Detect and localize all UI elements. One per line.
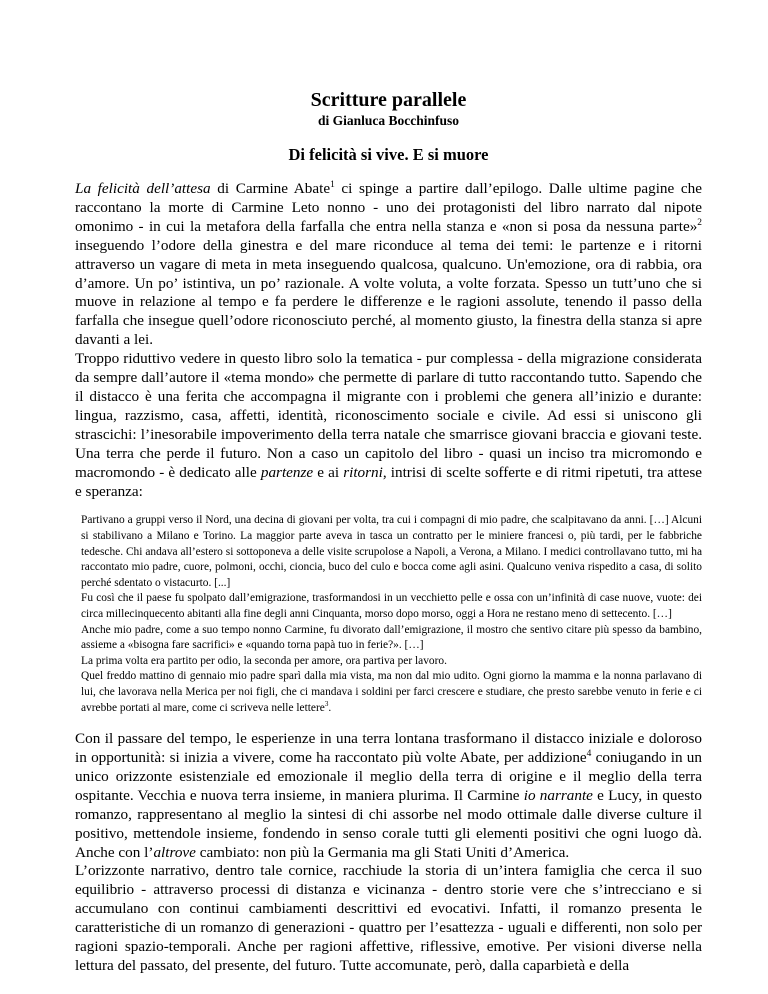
footnote-ref-4[interactable]: 4: [586, 748, 592, 759]
quote-paragraph: Quel freddo mattino di gennaio mio padre sparì dalla mia vista, ma non dal mio udito. Ogni giorno la mamma e la nonna parlavano di lui, che lavorava nella Merica per noi figli, che ci mandava i soldini per farci crescere e studiare, che presto sarebbe venuto in ferie e ci avrebbe portati al mare, come ci scriveva nelle lettere$^3$.: [81, 670, 702, 714]
document-page: [75, 88, 702, 976]
article-subtitle: Di felicità si vive. E si muore: [288, 145, 489, 164]
block-quote: [81, 513, 702, 716]
quote-paragraph: La prima volta era partito per odio, la seconda per amore, ora partiva per lavoro.: [81, 654, 447, 667]
quote-paragraph: Anche mio padre, come a suo tempo nonno Carmine, fu divorato dall’emigrazione, il mostro che sentivo citare più spesso da bambino, assieme a «bisogna fare sacrifici» e «quando torna papà tuo in ferie?». […]: [81, 623, 702, 652]
author-line: di Gianluca Bocchinfuso: [317, 113, 460, 128]
quote-paragraph: Fu così che il paese fu spolpato dall’emigrazione, trasformandosi in un vecchietto pelle e ossa con un’infinità di case nuove, vuote: dei circa millecinquecento abitanti alla fine degli anni Cinquanta, morso dopo morso, oggi a Hora ne restano meno di settecento. […]: [81, 592, 702, 620]
quote-paragraph: Partivano a gruppi verso il Nord, una decina di giovani per volta, tra cui i compagni di mio padre, che scalpitavano da anni. […] Alcuni si stabilivano a Milano e Torino. La maggior parte aveva in tasca un contratto per le miniere francesi o, più tardi, per le fabbriche tedesche. Chi andava all’estero si sottoponeva a delle visite scrupolose a Napoli, a Verona, a Milano. I medici controllavano tutto, mi ha raccontato mio padre, cuore, polmoni, occhi, cioncia, buco del culo e bocca come agli asini. Qualcuno veniva rispedito a casa, di solito perché sdentato o vistacurto. [...]: [81, 514, 702, 589]
paragraph-narrative: L’orizzonte narrativo, dentro tale cornice, racchiude la storia di un’intera famiglia che cerca il suo equilibrio - attraverso processi di distanza e vicinanza - dentro storie vere che s’intrecciano e si accumulano con continui cambiamenti descrittivi ed evocativi. Infatti, il romanzo presenta le caratteristiche di un romanzo di generazioni - quattro per l’esattezza - uguali e differenti, non solo per ragioni spazio-temporali. Anche per ragioni affettive, riflessive, emotive. Per visioni diverse nella lettura del passato, del presente, del futuro. Tutte accomunate, però, dalla caparbietà e della: [75, 862, 702, 974]
paragraph-intro: La felicità dell’attesa di Carmine Abate$^1$ ci spinge a partire dall’epilogo. Dalle ultime pagine che raccontano la morte di Carmine Leto nonno - uno dei protagonisti del libro narrato dal nipote omonimo - in cui la metafora della farfalla che entra nella stanza e «non si posa da nessuna parte»$^2$ inseguendo l’odore della ginestra e del mare riconduce al tema dei temi: le partenze e i ritorni attraverso un vagare di meta in meta inseguendo qualcosa, qualcuno. Un'emozione, ora di rabbia, ora d’amore. Un po’ istintiva, un po’ razionale. A volte voluta, a volte forzata. Spesso un tutt’uno che si muove in relazione al tempo e fa perdere le differenze e le ragioni assolute, tenendo il passo della farfalla che insegue quell’odore riconosciuto perché, al momento giusto, la finestra della stanza si apre davanti a lei.: [75, 179, 702, 349]
footnote-ref-3[interactable]: 3: [324, 699, 329, 708]
footnote-ref-2[interactable]: 2: [697, 217, 702, 228]
paragraph-migration: Troppo riduttivo vedere in questo libro solo la tematica - pur complessa - della migrazione considerata da sempre dall’autore il «tema mondo» che permette di parlare di tutto raccontando tutto. Sapendo che il distacco è una ferita che accompagna il migrante con i problemi che genera all’inizio e durante: lingua, razzismo, casa, affetti, identità, riconoscimento sociale e civile. Ad essi si uniscono gli strascichi: l’inesorabile impoverimento della terra natale che smarrisce giovani braccia e giovani teste. Una terra che perde il futuro. Non a caso un capitolo del libro - quasi un inciso tra micromondo e macromondo - è dedicato alle partenze e ai ritorni, intrisi di scelte sofferte e di ritmi ripetuti, tra attese e speranza:: [75, 350, 702, 500]
book-title: La felicità dell’attesa: [75, 180, 211, 197]
paragraph-opportunity: Con il passare del tempo, le esperienze in una terra lontana trasformano il distacco iniziale e doloroso in opportunità: si inizia a vivere, come ha raccontato più volte Abate, per addizione$^4$ coniugando in un unico orizzonte esistenziale ed emozionale il meglio della terra di origine e il meglio della terra ospitante. Vecchia e nuova terra insieme, in maniera plurima. Il Carmine io narrante e Lucy, in questo romanzo, rappresentano al meglio la sintesi di chi assorbe nel modo ottimale dalle diverse culture il positivo, mettendole insieme, fondendo in senso corale tutti gli elementi positivi che ogni luogo dà. Anche con l’altrove cambiato: non più la Germania ma gli Stati Uniti d’America.: [75, 730, 702, 861]
document-title: Scritture parallele: [310, 89, 467, 111]
footnote-ref-1[interactable]: 1: [330, 179, 335, 190]
